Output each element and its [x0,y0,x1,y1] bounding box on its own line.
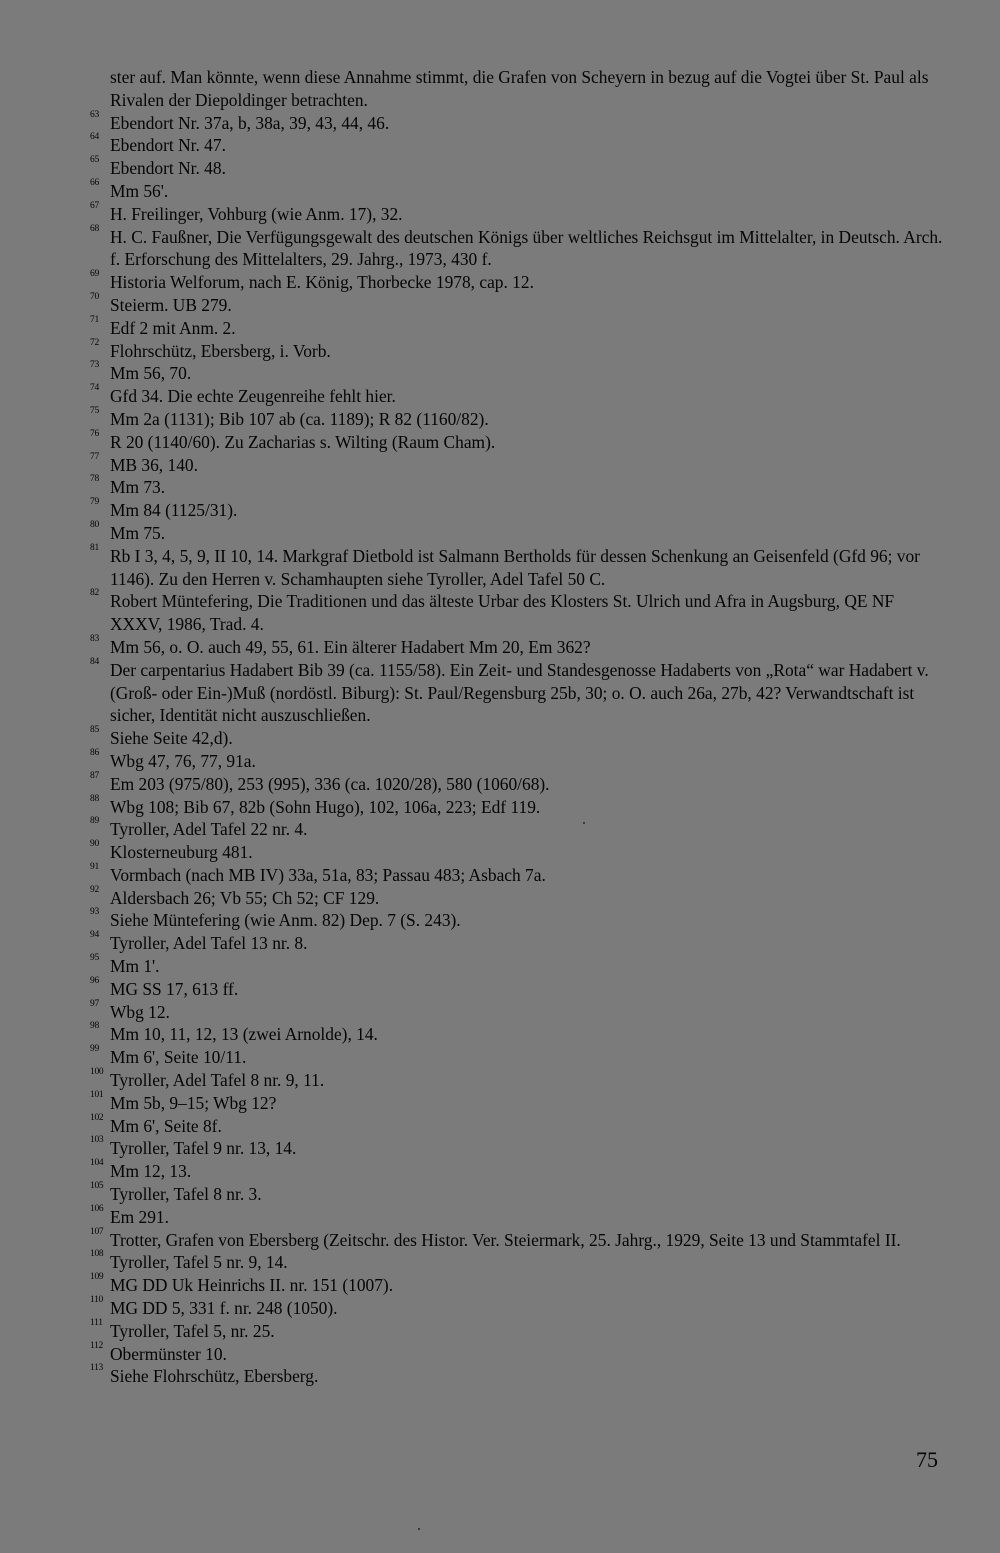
footnote-number: 99 [90,1044,99,1055]
footnote [90,1112,950,1138]
footnote-number: 106 [90,1203,104,1214]
footnote [90,909,950,932]
scan-speck [418,1528,420,1530]
footnote [90,747,950,773]
footnote [90,405,950,431]
footnote-number: 97 [90,998,99,1009]
footnote [90,793,950,819]
footnote [90,1023,950,1046]
footnote-text: Ebendort Nr. 37a, b, 38a, 39, 43, 44, 46. [110,112,390,133]
footnote [90,314,950,340]
footnote [90,656,950,727]
footnote [90,1317,950,1343]
footnote [90,1365,950,1388]
footnote-number: 73 [90,360,99,371]
footnote-number: 71 [90,314,99,325]
footnote [90,1069,950,1092]
footnote-number: 104 [90,1158,104,1169]
footnote-text: Ebendort Nr. 48. [110,158,226,179]
footnote-number: 103 [90,1135,104,1146]
footnote-text: MG SS 17, 613 ff. [110,978,239,999]
footnote-text: MG DD 5, 331 f. nr. 248 (1050). [110,1298,338,1319]
footnote-text: R 20 (1140/60). Zu Zacharias s. Wilting (Raum Cham). [110,431,496,452]
footnote-text: Em 291. [110,1206,169,1227]
footnote [90,451,950,477]
footnote-number: 78 [90,474,99,485]
footnote [90,134,950,157]
footnote [90,200,950,226]
footnote-number: 102 [90,1112,104,1123]
footnote [90,590,950,636]
footnote [90,385,950,408]
footnote-text: Aldersbach 26; Vb 55; Ch 52; CF 129. [110,887,380,908]
page-number: 75 [916,1447,938,1472]
footnote-number: 77 [90,451,99,462]
footnote-number: 110 [90,1295,103,1306]
footnote [90,1089,950,1115]
footnote-number: 87 [90,770,99,781]
footnote [90,998,950,1024]
footnote-text: Vormbach (nach MB IV) 33a, 51a, 83; Passau 483; Asbach 7a. [110,864,546,885]
footnote [90,66,950,112]
footnote-number: 66 [90,177,99,188]
footnote-number: 74 [90,383,99,394]
footnote-number: 101 [90,1089,104,1100]
footnote [90,841,950,864]
footnote-number: 69 [90,269,99,280]
footnote-text: Siehe Flohrschütz, Ebersberg. [110,1366,319,1387]
footnote [90,519,950,545]
footnote [90,499,950,522]
footnote [90,1160,950,1183]
footnote-number: 92 [90,884,99,895]
footnote-number: 93 [90,907,99,918]
footnote [90,1046,950,1069]
footnote-number: 68 [90,223,99,234]
footnote-text: Trotter, Grafen von Ebersberg (Zeitschr. des Histor. Ver. Steiermark, 25. Jahrg., 1929, Seite 13 und Stammtafel II. [110,1229,901,1250]
footnote-text: Mm 10, 11, 12, 13 (zwei Arnolde), 14. [110,1024,378,1045]
footnote [90,542,950,591]
footnote [90,337,950,363]
footnote-text: Wbg 12. [110,1001,170,1022]
footnote [90,884,950,910]
footnote-number: 70 [90,291,99,302]
footnote-number: 88 [90,793,99,804]
footnote [90,770,950,796]
footnote-number: 76 [90,428,99,439]
footnote-number: 105 [90,1181,104,1192]
footnote-text: MB 36, 140. [110,454,198,475]
footnote-text: MG DD Uk Heinrichs II. nr. 151 (1007). [110,1275,394,1296]
footnote-number: 113 [90,1363,103,1374]
footnote [90,1226,950,1252]
footnote-text: Historia Welforum, nach E. König, Thorbecke 1978, cap. 12. [110,272,534,293]
footnote-text: Wbg 108; Bib 67, 82b (Sohn Hugo), 102, 106a, 223; Edf 119. [110,796,541,817]
footnote [90,727,950,750]
footnote [90,428,950,454]
footnote [90,476,950,499]
footnote [90,1297,950,1320]
footnote [90,1137,950,1160]
footnote-text: Tyroller, Tafel 8 nr. 3. [110,1184,262,1205]
footnote-text: Gfd 34. Die echte Zeugenreihe fehlt hier. [110,386,396,407]
footnote-text: Rb I 3, 4, 5, 9, II 10, 14. Markgraf Dietbold ist Salmann Bertholds für dessen Schenkung an Geisenfeld (Gfd 96; vor 1146). Zu den Herren v. Schamhaupten siehe Tyroller, Adel Tafel 50 C. [110,545,920,589]
footnote-number: 83 [90,633,99,644]
footnote-number: 98 [90,1021,99,1032]
footnote-text: Em 203 (975/80), 253 (995), 336 (ca. 1020/28), 580 (1060/68). [110,773,550,794]
footnote-text: Mm 56'. [110,180,169,201]
footnote-text: Tyroller, Tafel 5, nr. 25. [110,1320,275,1341]
footnote [90,1203,950,1229]
footnote [90,362,950,385]
footnote-text: Obermünster 10. [110,1343,227,1364]
footnote-number: 94 [90,930,99,941]
footnote [90,1183,950,1206]
footnote-number: 63 [90,109,99,120]
footnote-text: Mm 12, 13. [110,1161,192,1182]
footnote-text: Der carpentarius Hadabert Bib 39 (ca. 1155/58). Ein Zeit- und Standesgenosse Hadaberts von „Rota“ war Hadabert v. (Groß- oder Ein-)Muß (nordöstl. Biburg): St. Paul/Regensburg 25b, 30; o. O. auch 26a, 27b, 42? Verwandtschaft ist sicher, Identität nicht auszuschließen. [110,659,929,726]
footnote [90,1251,950,1274]
footnote-text: Mm 6', Seite 8f. [110,1115,222,1136]
footnote-number: 107 [90,1226,104,1237]
footnote-number: 84 [90,656,99,667]
footnote-text: Mm 2a (1131); Bib 107 ab (ca. 1189); R 82 (1160/82). [110,408,489,429]
footnote-number: 82 [90,588,99,599]
footnote [90,1274,950,1297]
footnote-text: Tyroller, Adel Tafel 13 nr. 8. [110,933,308,954]
footnote-text: Robert Müntefering, Die Traditionen und das älteste Urbar des Klosters St. Ulrich und Afra in Augsburg, QE NF XXXV, 1986, Trad. 4. [110,591,895,635]
footnote-text: Mm 73. [110,477,166,498]
footnote [90,271,950,294]
footnote-text: Flohrschütz, Ebersberg, i. Vorb. [110,340,331,361]
footnote-number: 111 [90,1317,103,1328]
footnote [90,1340,950,1366]
footnote-number: 108 [90,1249,104,1260]
footnote-number: 75 [90,405,99,416]
footnote-number: 79 [90,497,99,508]
footnote-text: Klosterneuburg 481. [110,842,253,863]
footnote-number: 112 [90,1340,103,1351]
footnote-text: H. C. Faußner, Die Verfügungsgewalt des deutschen Königs über weltliches Reichsgut im Mittelalter, in Deutsch. Arch. f. Erforschung des Mittelalters, 29. Jahrg., 1973, 430 f. [110,226,943,270]
footnote-number: 91 [90,861,99,872]
footnote-text: ster auf. Man könnte, wenn diese Annahme stimmt, die Grafen von Scheyern in bezug auf die Vogtei über St. Paul als Rivalen der Diepoldinger betrachten. [110,67,929,110]
footnote-number: 86 [90,747,99,758]
footnote-text: Mm 75. [110,522,166,543]
footnote-text: Tyroller, Adel Tafel 8 nr. 9, 11. [110,1070,325,1091]
footnote [90,818,950,841]
footnote-number: 96 [90,975,99,986]
footnote-text: Siehe Seite 42,d). [110,728,233,749]
footnote [90,177,950,203]
footnote-number: 80 [90,519,99,530]
footnote-number: 65 [90,155,99,166]
footnote [90,291,950,317]
footnote-text: Mm 56, o. O. auch 49, 55, 61. Ein älterer Hadabert Mm 20, Em 362? [110,636,591,657]
footnote-text: Wbg 47, 76, 77, 91a. [110,750,256,771]
footnote [90,861,950,887]
footnote-text: Mm 1'. [110,956,160,977]
footnote-text: Mm 6', Seite 10/11. [110,1047,247,1068]
scan-speck [583,822,585,824]
footnote [90,932,950,955]
footnote-number: 90 [90,839,99,850]
footnote-text: Ebendort Nr. 47. [110,135,226,156]
footnote [90,975,950,1001]
footnote-number: 100 [90,1067,104,1078]
footnote-number: 89 [90,816,99,827]
footnote-text: Siehe Müntefering (wie Anm. 82) Dep. 7 (S. 243). [110,910,461,931]
footnote-text: Mm 5b, 9–15; Wbg 12? [110,1092,277,1113]
footnote [90,633,950,659]
footnote [90,157,950,180]
footnote-number: 95 [90,953,99,964]
footnote [90,223,950,272]
footnote-number: 72 [90,337,99,348]
footnote-text: Tyroller, Tafel 9 nr. 13, 14. [110,1138,297,1159]
footnote-number: 67 [90,200,99,211]
footnote [90,109,950,135]
footnote-text: Tyroller, Tafel 5 nr. 9, 14. [110,1252,288,1273]
footnote-number: 81 [90,542,99,553]
footnote-text: Edf 2 mit Anm. 2. [110,317,236,338]
footnote-text: Mm 84 (1125/31). [110,500,238,521]
footnote-number: 85 [90,725,99,736]
footnote [90,955,950,978]
footnote-text: Steierm. UB 279. [110,294,232,315]
footnote-text: Mm 56, 70. [110,363,192,384]
footnote-text: H. Freilinger, Vohburg (wie Anm. 17), 32. [110,203,403,224]
footnotes-list [90,66,950,1388]
footnote-text: Tyroller, Adel Tafel 22 nr. 4. [110,819,308,840]
footnote-number: 109 [90,1272,104,1283]
footnote-number: 64 [90,132,99,143]
